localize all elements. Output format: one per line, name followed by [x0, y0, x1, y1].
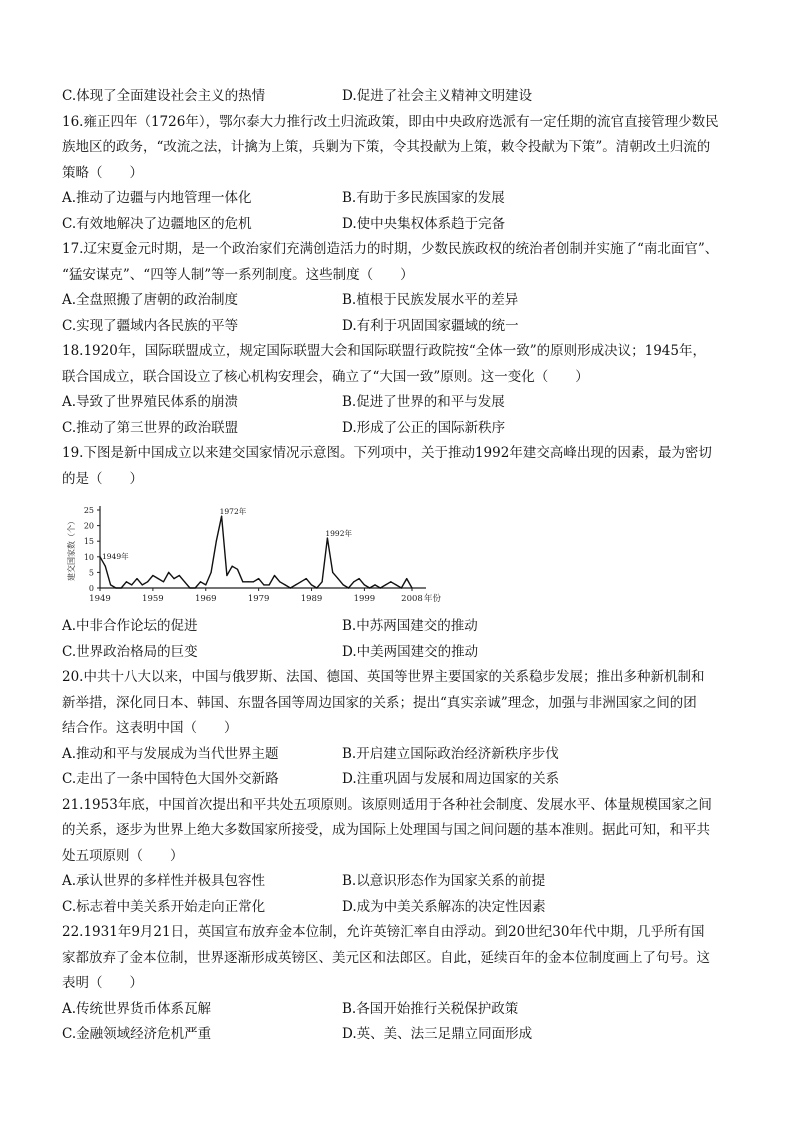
question-stem-line: 新举措，深化同日本、韩国、东盟各国等周边国家的关系；提出“真实亲诚”理念，加强与非洲国家之间的团	[62, 694, 697, 711]
answer-option-c[interactable]: C.世界政治格局的巨变	[62, 643, 198, 660]
data-point	[226, 575, 227, 576]
question-stem-line: 处五项原则（ ）	[62, 847, 184, 864]
answer-option-d[interactable]: D.注重巩固与发展和周边国家的关系	[342, 771, 560, 787]
answer-option-c[interactable]: C.有效地解决了边疆地区的危机	[62, 215, 252, 232]
answer-option-c[interactable]: C.推动了第三世界的政治联盟	[62, 419, 239, 436]
data-point	[184, 581, 185, 582]
question-17	[62, 237, 740, 339]
answer-option-d[interactable]: D.中美两国建交的推动	[342, 643, 479, 660]
data-point	[99, 556, 100, 557]
question-20	[62, 665, 740, 793]
data-point	[163, 581, 164, 582]
data-point	[105, 566, 106, 567]
data-point	[263, 584, 264, 585]
data-point	[131, 584, 132, 585]
answer-options	[62, 869, 740, 920]
question-stem-line: 策略（ ）	[62, 164, 143, 181]
answer-options	[62, 742, 740, 793]
answer-option-b[interactable]: B.开启建立国际政治经济新秩序步伐	[342, 745, 559, 762]
question-22	[62, 920, 740, 1048]
data-point	[158, 578, 159, 579]
data-point	[396, 584, 397, 585]
question-21	[62, 793, 740, 921]
x-tick-label: 1969	[194, 594, 217, 604]
data-point	[142, 584, 143, 585]
answer-option-d[interactable]: D.成为中美关系解冻的决定性因素	[342, 898, 546, 915]
answer-option-d[interactable]: D.使中央集权体系趋于完备	[342, 215, 506, 232]
question-stem-line: 联合国成立，联合国设立了核心机构安理会，确立了“大国一致”原则。这一变化（ ）	[62, 368, 589, 385]
data-point	[237, 569, 238, 570]
answer-option-b[interactable]: B.中苏两国建交的推动	[342, 618, 478, 634]
question-18	[62, 339, 740, 441]
peak-annotation: 1949年	[102, 551, 129, 561]
peak-annotation: 1972年	[219, 507, 247, 517]
answer-option-c[interactable]: C.标志着中美关系开始走向正常化	[62, 898, 266, 915]
answer-option-a[interactable]: A.承认世界的多样性并极具包容性	[62, 873, 266, 889]
data-point	[258, 578, 259, 579]
answer-option-a[interactable]: A.导致了世界殖民体系的崩溃	[62, 394, 239, 410]
data-point	[168, 572, 169, 573]
x-tick-label: 1959	[142, 594, 164, 604]
diplomacy-chart	[62, 500, 740, 612]
data-point	[401, 587, 402, 588]
answer-options	[62, 390, 740, 441]
data-point	[147, 581, 148, 582]
q15-options	[62, 84, 740, 110]
data-point	[247, 581, 248, 582]
data-point	[195, 587, 196, 588]
y-tick-label: 15	[83, 537, 94, 547]
question-stem-line: 的关系，逐步为世界上绝大多数国家所接受，成为国际上处理国与国之间问题的基本准则。据此可知，和平共	[62, 822, 710, 838]
data-point	[390, 581, 391, 582]
answer-option-a[interactable]: A.全盘照搬了唐朝的政治制度	[62, 292, 239, 308]
answer-option-b[interactable]: B.促进了世界的和平与发展	[342, 394, 505, 410]
question-stem-line: 的是（ ）	[62, 470, 143, 487]
data-point	[337, 578, 338, 579]
answer-option-c[interactable]: C.实现了疆域内各民族的平等	[62, 317, 239, 334]
data-point	[152, 575, 153, 576]
y-axis-label: 建交国家数（个）	[67, 517, 76, 581]
data-point	[232, 566, 233, 567]
data-point	[406, 578, 407, 579]
data-point	[242, 581, 243, 582]
data-point	[121, 587, 122, 588]
q15-option-c[interactable]: C.体现了全面建设社会主义的热情	[62, 88, 266, 104]
data-point	[269, 584, 270, 585]
data-point	[173, 578, 174, 579]
question-stem-line: 20.中共十八大以来，中国与俄罗斯、法国、德国、英国等世界主要国家的关系稳步发展；推出多种新机制和	[62, 669, 705, 685]
answer-options	[62, 288, 740, 339]
data-point	[274, 575, 275, 576]
data-point	[126, 581, 127, 582]
data-point	[322, 581, 323, 582]
answer-option-d[interactable]: D.有利于巩固国家疆域的统一	[342, 317, 519, 334]
answer-options	[62, 997, 740, 1048]
answer-option-c[interactable]: C.金融领域经济危机严重	[62, 1026, 212, 1042]
data-point	[374, 584, 375, 585]
answer-option-b[interactable]: B.以意识形态作为国家关系的前提	[342, 873, 546, 889]
answer-option-d[interactable]: D.形成了公正的国际新秩序	[342, 419, 506, 436]
question-stem-line: 结合作。这表明中国（ ）	[62, 720, 238, 736]
data-point	[380, 587, 381, 588]
x-axis-unit-label: 年份	[424, 594, 442, 604]
data-point	[189, 587, 190, 588]
data-point	[136, 578, 137, 579]
data-point	[316, 587, 317, 588]
question-stem-line: 21.1953年底，中国首次提出和平共处五项原则。该原则适用于各种社会制度、发展水平、体量规模国家之间	[62, 796, 712, 813]
data-point	[216, 541, 217, 542]
data-point	[343, 584, 344, 585]
data-point	[210, 572, 211, 573]
data-point	[411, 587, 412, 588]
data-point	[311, 584, 312, 585]
answer-option-d[interactable]: D.英、美、法三足鼎立同面形成	[342, 1026, 533, 1042]
y-tick-label: 25	[83, 506, 94, 515]
question-stem-line: 族地区的政务，“改流之法，计擒为上策，兵剿为下策，令其投献为上策，敕令投献为下策”。清朝改土归流的	[62, 139, 711, 155]
question-stem-line: 家都放弃了金本位制，世界逐渐形成英镑区、美元区和法郎区。自此，延续百年的金本位制度画上了句号。这	[62, 949, 710, 966]
answer-options	[62, 186, 740, 237]
data-point	[279, 581, 280, 582]
question-stem-line: 表明（ ）	[62, 975, 143, 991]
answer-options	[62, 614, 740, 665]
data-point	[300, 581, 301, 582]
question-stem-line: “猛安谋克”、“四等人制”等一系列制度。这些制度（ ）	[62, 266, 414, 283]
answer-option-b[interactable]: B.各国开始推行关税保护政策	[342, 1000, 519, 1017]
x-tick-label: 1999	[353, 594, 376, 604]
data-point	[295, 584, 296, 585]
data-point	[306, 578, 307, 579]
question-stem-line: 18.1920年，国际联盟成立，规定国际联盟大会和国际联盟行政院按“全体一致”的原则形成决议；1945年，	[62, 343, 706, 359]
answer-option-b[interactable]: B.植根于民族发展水平的差异	[342, 292, 519, 308]
answer-option-a[interactable]: A.推动了边疆与内地管理一体化	[62, 190, 252, 206]
question-stem-line: 19.下图是新中国成立以来建交国家情况示意图。下列项中，关于推动1992年建交高峰出现的因素，最为密切	[62, 445, 712, 461]
data-point	[200, 581, 201, 582]
answer-option-a[interactable]: A.传统世界货币体系瓦解	[62, 1000, 212, 1017]
q15-option-d[interactable]: D.促进了社会主义精神文明建设	[342, 88, 533, 104]
y-tick-label: 10	[83, 552, 94, 562]
chart-svg	[62, 500, 482, 608]
x-tick-label: 2008	[401, 594, 423, 604]
answer-option-c[interactable]: C.走出了一条中国特色大国外交新路	[62, 771, 279, 787]
data-point	[179, 575, 180, 576]
data-point	[253, 581, 254, 582]
x-tick-label: 1979	[247, 594, 270, 604]
data-point	[353, 581, 354, 582]
data-point	[369, 587, 370, 588]
data-point	[385, 584, 386, 585]
y-tick-label: 0	[88, 584, 94, 593]
data-point	[364, 584, 365, 585]
data-point	[348, 587, 349, 588]
question-19	[62, 441, 740, 665]
question-stem-line: 22.1931年9月21日，英国宣布放弃金本位制，允许英镑汇率自由浮动。到20世纪30年代中期，几乎所有国	[62, 924, 705, 940]
data-point	[110, 584, 111, 585]
x-tick-label: 1989	[300, 594, 323, 604]
peak-annotation: 1992年	[325, 529, 352, 539]
data-point	[359, 578, 360, 579]
answer-option-b[interactable]: B.有助于多民族国家的发展	[342, 190, 505, 206]
y-tick-label: 5	[88, 568, 94, 578]
data-point	[284, 584, 285, 585]
question-stem-line: 17.辽宋夏金元时期，是一个政治家们充满创造活力的时期，少数民族政权的统治者创制并实施了“南北面官”、	[62, 241, 719, 257]
x-tick-label: 1949	[89, 594, 111, 604]
exam-page	[62, 84, 740, 1048]
data-point	[115, 587, 116, 588]
y-tick-label: 20	[83, 521, 94, 531]
series-line	[100, 516, 412, 588]
data-point	[205, 584, 206, 585]
question-16	[62, 110, 740, 238]
answer-option-a[interactable]: A.推动和平与发展成为当代世界主题	[62, 745, 279, 762]
question-list	[62, 110, 740, 1048]
data-point	[332, 572, 333, 573]
question-stem-line: 16.雍正四年（1726年），鄂尔泰大力推行改土归流政策，即由中央政府选派有一定任期的流官直接管理少数民	[62, 113, 719, 130]
answer-option-a[interactable]: A.中非合作论坛的促进	[62, 618, 198, 634]
data-point	[290, 587, 291, 588]
